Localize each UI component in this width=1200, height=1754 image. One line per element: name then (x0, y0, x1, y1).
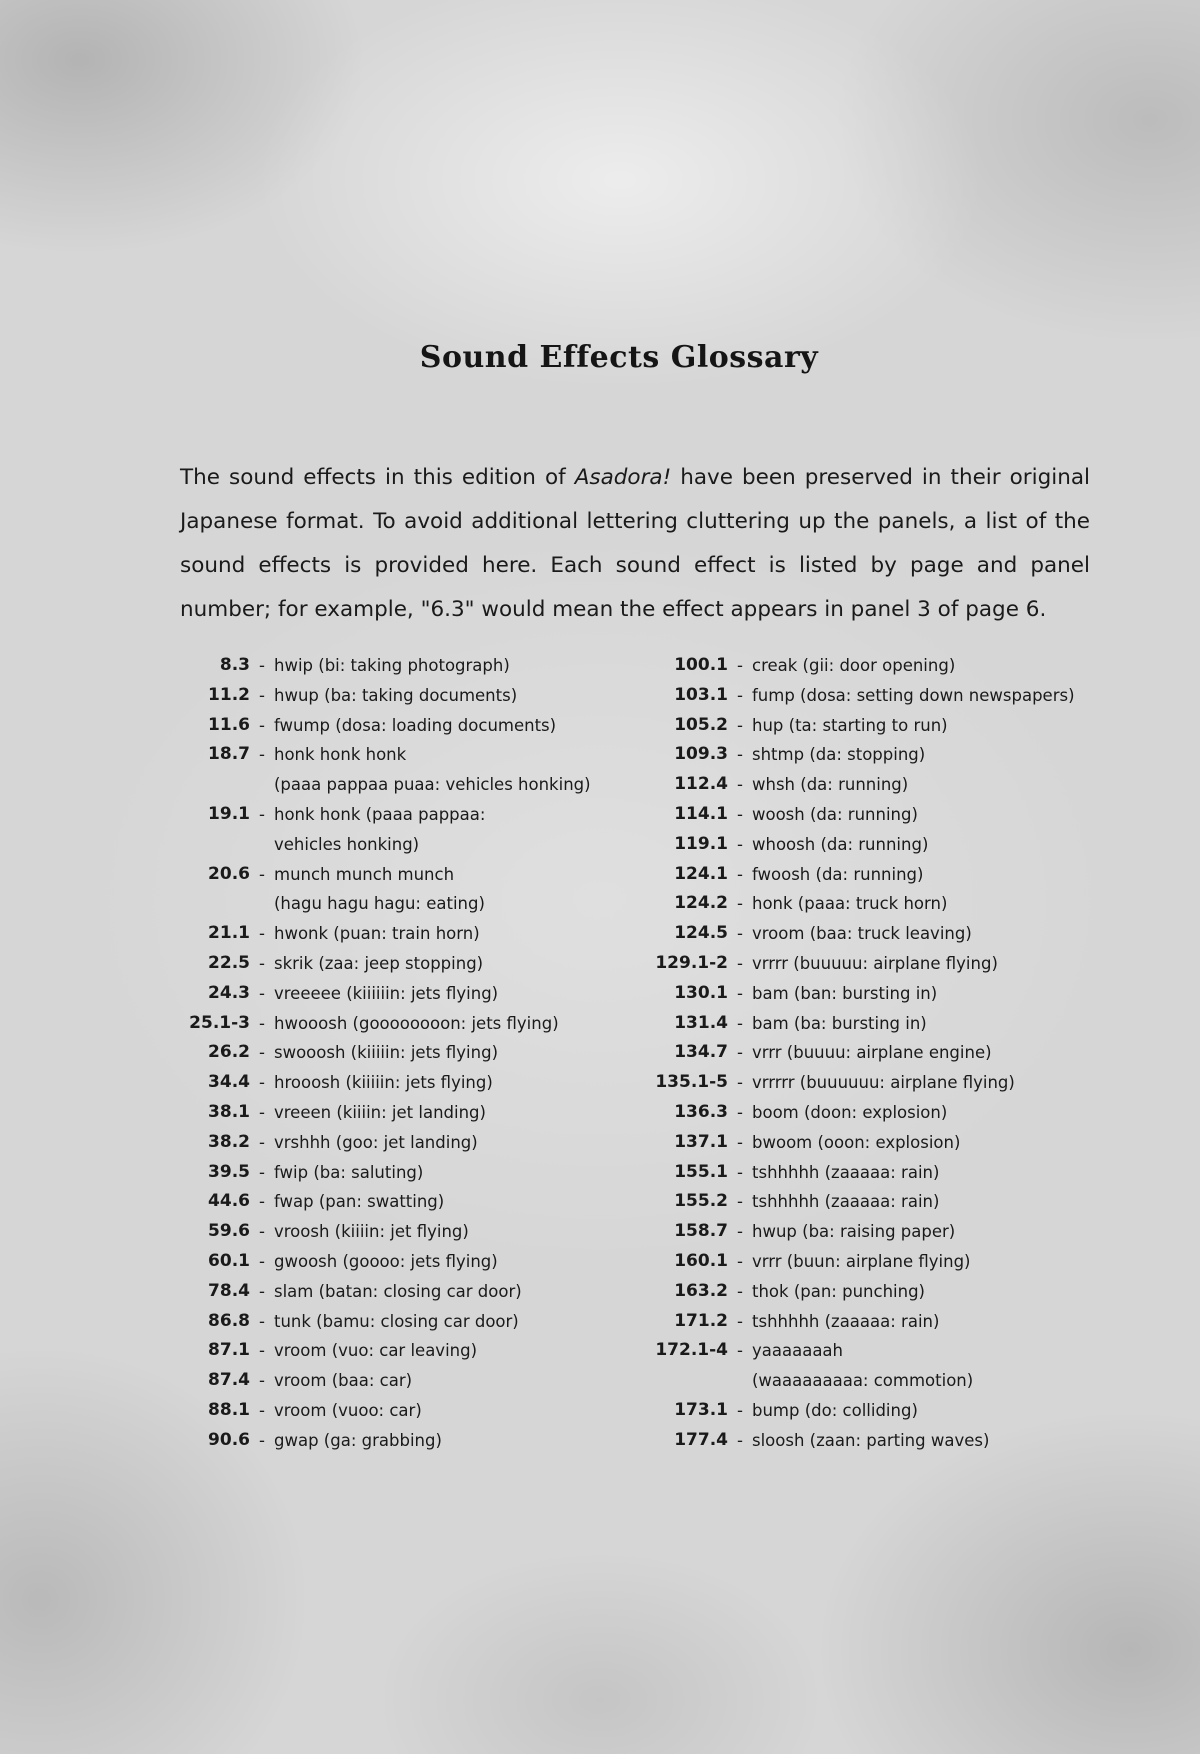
entry-separator: - (259, 1162, 265, 1182)
entry-description: vreeeee (kiiiiiin: jets flying) (274, 983, 499, 1003)
entry-description: gwoosh (goooo: jets flying) (274, 1251, 498, 1271)
entry-page-panel: 87.4 (208, 1370, 250, 1391)
glossary-entry (160, 1396, 591, 1426)
entry-separator: - (737, 1192, 743, 1212)
entry-description: munch munch munch (hagu hagu hagu: eating) (274, 864, 485, 914)
glossary-entry (632, 1247, 1075, 1277)
entry-separator: - (737, 1281, 743, 1301)
entry-separator: - (737, 685, 743, 705)
entry-description: skrik (zaa: jeep stopping) (274, 953, 484, 973)
entry-separator: - (259, 715, 265, 735)
entry-description: slam (batan: closing car door) (274, 1281, 522, 1301)
glossary-entry (160, 1187, 591, 1217)
entry-description: honk honk honk (paaa pappaa puaa: vehicles honking) (274, 745, 591, 795)
entry-description: hwup (ba: raising paper) (752, 1222, 956, 1242)
entry-separator: - (259, 1371, 265, 1391)
entry-page-panel: 38.2 (208, 1131, 250, 1152)
entry-page-panel: 131.4 (674, 1012, 728, 1033)
entry-separator: - (259, 1102, 265, 1122)
entry-description: vrshhh (goo: jet landing) (274, 1132, 478, 1152)
entry-description: hwonk (puan: train horn) (274, 924, 480, 944)
glossary-entry (632, 860, 1075, 890)
entry-separator: - (737, 1043, 743, 1063)
glossary-entry (632, 1128, 1075, 1158)
entry-page-panel: 171.2 (674, 1310, 728, 1331)
entry-separator: - (737, 924, 743, 944)
glossary-entry (632, 949, 1075, 979)
glossary-entry (160, 1307, 591, 1337)
entry-page-panel: 100.1 (674, 655, 728, 675)
entry-separator: - (259, 1043, 265, 1063)
entry-page-panel: 25.1-3 (189, 1012, 250, 1033)
intro-paragraph (180, 456, 1090, 632)
entry-separator: - (259, 1400, 265, 1420)
entry-description: vroom (baa: car) (274, 1371, 413, 1391)
entry-separator: - (259, 1222, 265, 1242)
glossary-column-right (632, 651, 1075, 1456)
entry-description: sloosh (zaan: parting waves) (752, 1430, 990, 1450)
entry-page-panel: 114.1 (674, 803, 728, 824)
glossary-entry (632, 1336, 1075, 1396)
glossary-entry (160, 1426, 591, 1456)
glossary-entry (160, 1038, 591, 1068)
entry-separator: - (259, 1132, 265, 1152)
entry-description: bwoom (ooon: explosion) (752, 1132, 961, 1152)
entry-description: bam (ban: bursting in) (752, 983, 938, 1003)
entry-description: vreeen (kiiiin: jet landing) (274, 1102, 486, 1122)
entry-description: thok (pan: punching) (752, 1281, 925, 1301)
entry-description: vrrr (buuuu: airplane engine) (752, 1043, 992, 1063)
entry-separator: - (259, 1341, 265, 1361)
entry-page-panel: 177.4 (674, 1429, 728, 1450)
glossary-entry (160, 1009, 591, 1039)
entry-separator: - (737, 834, 743, 854)
entry-page-panel: 158.7 (674, 1221, 728, 1242)
entry-description: fwump (dosa: loading documents) (274, 715, 557, 735)
entry-page-panel: 60.1 (208, 1250, 250, 1271)
glossary-entry (632, 889, 1075, 919)
glossary-entry (632, 1009, 1075, 1039)
entry-separator: - (259, 804, 265, 824)
entry-description: tshhhhh (zaaaaa: rain) (752, 1162, 940, 1182)
entry-description: woosh (da: running) (752, 804, 918, 824)
entry-separator: - (737, 953, 743, 973)
intro-text-before: The sound effects in this edition of (180, 464, 575, 490)
glossary-entry (632, 1426, 1075, 1456)
glossary-entry (632, 1098, 1075, 1128)
glossary-entry (632, 1307, 1075, 1337)
entry-description: fwip (ba: saluting) (274, 1162, 424, 1182)
entry-description: fwap (pan: swatting) (274, 1192, 445, 1212)
entry-separator: - (737, 1222, 743, 1242)
entry-page-panel: 38.1 (208, 1101, 250, 1122)
entry-separator: - (259, 745, 265, 765)
entry-description: honk (paaa: truck horn) (752, 894, 948, 914)
glossary-entry (160, 949, 591, 979)
entry-separator: - (259, 656, 265, 675)
entry-page-panel: 44.6 (208, 1191, 250, 1212)
entry-separator: - (737, 1341, 743, 1361)
entry-separator: - (259, 1013, 265, 1033)
entry-description: yaaaaaaah (waaaaaaaaa: commotion) (752, 1341, 974, 1391)
glossary-entry (160, 681, 591, 711)
entry-description: fump (dosa: setting down newspapers) (752, 685, 1075, 705)
entry-description: hwip (bi: taking photograph) (274, 656, 510, 675)
entry-separator: - (259, 924, 265, 944)
entry-description: tshhhhh (zaaaaa: rain) (752, 1311, 940, 1331)
entry-page-panel: 124.2 (674, 893, 728, 914)
glossary-entry (160, 860, 591, 920)
entry-page-panel: 137.1 (674, 1131, 728, 1152)
entry-page-panel: 78.4 (208, 1280, 250, 1301)
entry-page-panel: 90.6 (208, 1429, 250, 1450)
entry-page-panel: 163.2 (674, 1280, 728, 1301)
entry-page-panel: 21.1 (208, 923, 250, 944)
entry-separator: - (259, 953, 265, 973)
entry-separator: - (737, 775, 743, 795)
entry-page-panel: 19.1 (208, 803, 250, 824)
entry-page-panel: 39.5 (208, 1161, 250, 1182)
entry-page-panel: 59.6 (208, 1221, 250, 1242)
entry-separator: - (737, 745, 743, 765)
entry-separator: - (737, 1132, 743, 1152)
entry-description: honk honk (paaa pappaa: vehicles honking) (274, 804, 486, 854)
entry-page-panel: 103.1 (674, 684, 728, 705)
entry-description: bump (do: colliding) (752, 1400, 918, 1420)
entry-page-panel: 86.8 (208, 1310, 250, 1331)
entry-separator: - (737, 983, 743, 1003)
entry-separator: - (737, 1162, 743, 1182)
entry-separator: - (737, 656, 743, 675)
entry-page-panel: 22.5 (208, 952, 250, 973)
entry-separator: - (737, 1400, 743, 1420)
glossary-entry (160, 711, 591, 741)
glossary-entry (160, 1158, 591, 1188)
glossary-entry (160, 1247, 591, 1277)
entry-page-panel: 105.2 (674, 714, 728, 735)
glossary-entry (632, 740, 1075, 770)
entry-page-panel: 124.1 (674, 863, 728, 884)
glossary-entry (160, 1068, 591, 1098)
glossary-entry (160, 979, 591, 1009)
entry-description: vrrr (buun: airplane flying) (752, 1251, 971, 1271)
entry-page-panel: 112.4 (674, 774, 728, 795)
entry-page-panel: 160.1 (674, 1250, 728, 1271)
entry-page-panel: 8.3 (219, 655, 250, 675)
glossary-entry (632, 1158, 1075, 1188)
glossary-entry (632, 1217, 1075, 1247)
entry-page-panel: 109.3 (674, 744, 728, 765)
entry-separator: - (737, 864, 743, 884)
entry-separator: - (259, 1311, 265, 1331)
entry-page-panel: 87.1 (208, 1340, 250, 1361)
entry-description: shtmp (da: stopping) (752, 745, 926, 765)
entry-page-panel: 136.3 (674, 1101, 728, 1122)
glossary-entry (632, 711, 1075, 741)
glossary-entry (160, 1366, 591, 1396)
entry-description: swooosh (kiiiiin: jets flying) (274, 1043, 499, 1063)
entry-description: whsh (da: running) (752, 775, 909, 795)
glossary-entry (160, 1128, 591, 1158)
entry-page-panel: 34.4 (208, 1072, 250, 1093)
entry-description: creak (gii: door opening) (752, 656, 956, 675)
entry-description: bam (ba: bursting in) (752, 1013, 927, 1033)
entry-page-panel: 155.1 (674, 1161, 728, 1182)
entry-description: vrrrrr (buuuuuu: airplane flying) (752, 1073, 1015, 1093)
entry-page-panel: 155.2 (674, 1191, 728, 1212)
book-title: Asadora! (574, 464, 672, 490)
entry-description: vrrrr (buuuuu: airplane flying) (752, 953, 998, 973)
glossary-entry (160, 740, 591, 800)
intro-text-after: have been preserved in their original Japanese format. To avoid additional lettering cluttering up the panels, a list of the sound effects is provided here. Each sound effect is listed by page and panel number; for example, "6.3" would mean the effect appears in panel 3 of page 6. (180, 464, 1091, 622)
glossary-entry (632, 830, 1075, 860)
entry-description: hup (ta: starting to run) (752, 715, 948, 735)
entry-page-panel: 11.2 (208, 684, 250, 705)
entry-separator: - (737, 804, 743, 824)
entry-page-panel: 130.1 (674, 982, 728, 1003)
entry-page-panel: 26.2 (208, 1042, 250, 1063)
entry-page-panel: 11.6 (208, 714, 250, 735)
entry-description: vroosh (kiiiin: jet flying) (274, 1222, 469, 1242)
glossary-entry (160, 919, 591, 949)
entry-description: tunk (bamu: closing car door) (274, 1311, 519, 1331)
glossary-entry (160, 1217, 591, 1247)
entry-separator: - (259, 1251, 265, 1271)
glossary-entry (632, 681, 1075, 711)
glossary-entry (632, 800, 1075, 830)
entry-separator: - (737, 894, 743, 914)
entry-separator: - (737, 1311, 743, 1331)
entry-separator: - (737, 1102, 743, 1122)
glossary-entry (632, 1396, 1075, 1426)
entry-description: hwup (ba: taking documents) (274, 685, 518, 705)
entry-description: vroom (baa: truck leaving) (752, 924, 972, 944)
entry-separator: - (737, 1013, 743, 1033)
glossary-entry (160, 1098, 591, 1128)
glossary-entry (632, 1068, 1075, 1098)
entry-page-panel: 129.1-2 (655, 952, 728, 973)
glossary-column-left (160, 651, 591, 1456)
entry-description: whoosh (da: running) (752, 834, 929, 854)
entry-separator: - (737, 1430, 743, 1450)
glossary-entry (632, 1277, 1075, 1307)
entry-description: vroom (vuoo: car) (274, 1400, 422, 1420)
entry-page-panel: 24.3 (208, 982, 250, 1003)
entry-page-panel: 119.1 (674, 833, 728, 854)
glossary-entry (632, 919, 1075, 949)
page-title: Sound Effects Glossary (419, 340, 819, 375)
glossary-entry (632, 1187, 1075, 1217)
entry-page-panel: 88.1 (208, 1399, 250, 1420)
entry-description: vroom (vuo: car leaving) (274, 1341, 478, 1361)
entry-page-panel: 124.5 (674, 923, 728, 944)
entry-separator: - (259, 983, 265, 1003)
entry-description: hrooosh (kiiiiin: jets flying) (274, 1073, 493, 1093)
glossary-entry (160, 1277, 591, 1307)
glossary-entry (632, 1038, 1075, 1068)
entry-description: tshhhhh (zaaaaa: rain) (752, 1192, 940, 1212)
entry-description: boom (doon: explosion) (752, 1102, 948, 1122)
entry-page-panel: 172.1-4 (655, 1340, 728, 1361)
entry-separator: - (259, 685, 265, 705)
entry-separator: - (259, 1192, 265, 1212)
entry-separator: - (737, 1073, 743, 1093)
entry-description: fwoosh (da: running) (752, 864, 924, 884)
glossary-entry (632, 770, 1075, 800)
entry-separator: - (259, 1430, 265, 1450)
entry-description: hwooosh (goooooooon: jets flying) (274, 1013, 559, 1033)
entry-separator: - (737, 715, 743, 735)
glossary-entry (160, 651, 591, 681)
entry-page-panel: 135.1-5 (655, 1072, 728, 1093)
entry-page-panel: 134.7 (674, 1042, 728, 1063)
glossary-entry (632, 651, 1075, 681)
entry-page-panel: 20.6 (208, 863, 250, 884)
entry-separator: - (737, 1251, 743, 1271)
glossary-entry (632, 979, 1075, 1009)
entry-separator: - (259, 864, 265, 884)
entry-separator: - (259, 1073, 265, 1093)
entry-description: gwap (ga: grabbing) (274, 1430, 442, 1450)
entry-page-panel: 18.7 (208, 744, 250, 765)
entry-page-panel: 173.1 (674, 1399, 728, 1420)
entry-separator: - (259, 1281, 265, 1301)
glossary-entry (160, 1336, 591, 1366)
glossary-entry (160, 800, 591, 860)
